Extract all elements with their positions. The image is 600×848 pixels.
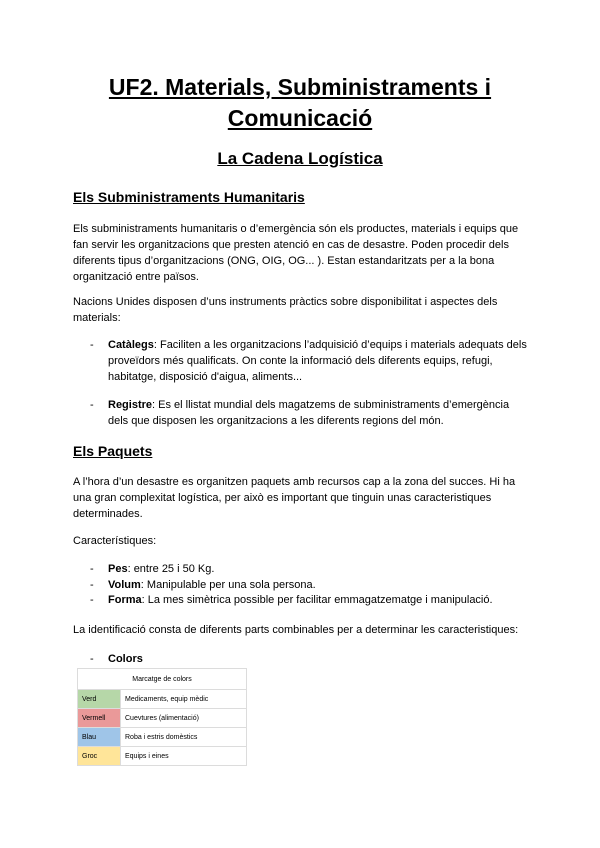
bullet-dash: -: [90, 579, 94, 591]
table-cell-desc: Equips i eines: [121, 747, 247, 766]
table-row: [78, 690, 247, 709]
bullet-dash: -: [90, 563, 94, 575]
bullet-dash: -: [90, 653, 94, 665]
color-swatch-vermell: Vermell: [78, 709, 121, 728]
table-header: Marcatge de colors: [78, 669, 247, 690]
bullet-dash: -: [90, 399, 94, 411]
bullet-catalegs: [90, 337, 530, 385]
document-title: UF2. Materials, Subministraments i Comunicació: [108, 74, 492, 131]
table-row: [78, 747, 247, 766]
bullet-text: : Es el llistat mundial dels magatzems de subministraments d’emergència dels que disposen les organitzacions a les diferents regions del món.: [108, 399, 510, 427]
document-subtitle: La Cadena Logística: [217, 149, 383, 168]
color-swatch-blau: Blau: [78, 728, 121, 747]
paragraph-nacions-unides: Nacions Unides disposen d’uns instruments pràctics sobre disponibilitat i aspectes dels materials:: [73, 296, 498, 324]
bullet-text: : Faciliten a les organitzacions l’adquisició d’equips i materials adequats dels proveïdors més qualificats. On conte la informació dels diferents equips, refugi, habitatge, disposició d'aigua, aliments...: [108, 339, 527, 383]
bullet-forma: [90, 592, 530, 608]
bullet-term: Forma: [108, 594, 142, 606]
bullet-term: Colors: [108, 653, 143, 665]
paragraph-paquets: A l’hora d’un desastre es organitzen paquets amb recursos cap a la zona del succes. Hi ha una gran complexitat logística, per això es important que tinguin unas caracteristiques determinades.: [73, 476, 516, 520]
bullet-text: : entre 25 i 50 Kg.: [127, 563, 215, 575]
table-cell-desc: Cuevtures (alimentació): [121, 709, 247, 728]
table-cell-desc: Roba i estris domèstics: [121, 728, 247, 747]
bullet-term: Pes: [108, 563, 128, 575]
paragraph-identificacio: La identificació consta de diferents parts combinables per a determinar les caracteristiques:: [73, 624, 519, 636]
table-row: [78, 728, 247, 747]
bullet-dash: -: [90, 594, 94, 606]
color-marking-table: [77, 668, 247, 766]
bullet-pes: [90, 561, 530, 577]
bullet-registre: [90, 397, 530, 429]
bullet-colors: [90, 651, 530, 667]
table-row: [78, 709, 247, 728]
bullet-dash: -: [90, 339, 94, 351]
paragraph-intro: Els subministraments humanitaris o d’emergència són els productes, materials i equips que fan servir les organitzacions que presten atenció en cas de desastre. Poden procedir dels diferents tipus d’organitzacions (ONG, OIG, OG... ). Estan estandaritzats per a la bona organització entre països.: [73, 223, 519, 283]
section-heading-subministraments: Els Subministraments Humanitaris: [73, 189, 305, 205]
bullet-text: : La mes simètrica possible per facilitar emmagatzematge i manipulació.: [141, 594, 493, 606]
bullet-term: Registre: [108, 399, 153, 411]
table-cell-desc: Medicaments, equip mèdic: [121, 690, 247, 709]
bullet-volum: [90, 577, 530, 593]
bullet-term: Catàlegs: [108, 339, 154, 351]
bullet-term: Volum: [108, 579, 141, 591]
bullet-text: : Manipulable per una sola persona.: [140, 579, 316, 591]
section-heading-paquets: Els Paquets: [73, 443, 153, 459]
color-swatch-groc: Groc: [78, 747, 121, 766]
color-swatch-verd: Verd: [78, 690, 121, 709]
characteristics-label: Característiques:: [73, 535, 157, 547]
